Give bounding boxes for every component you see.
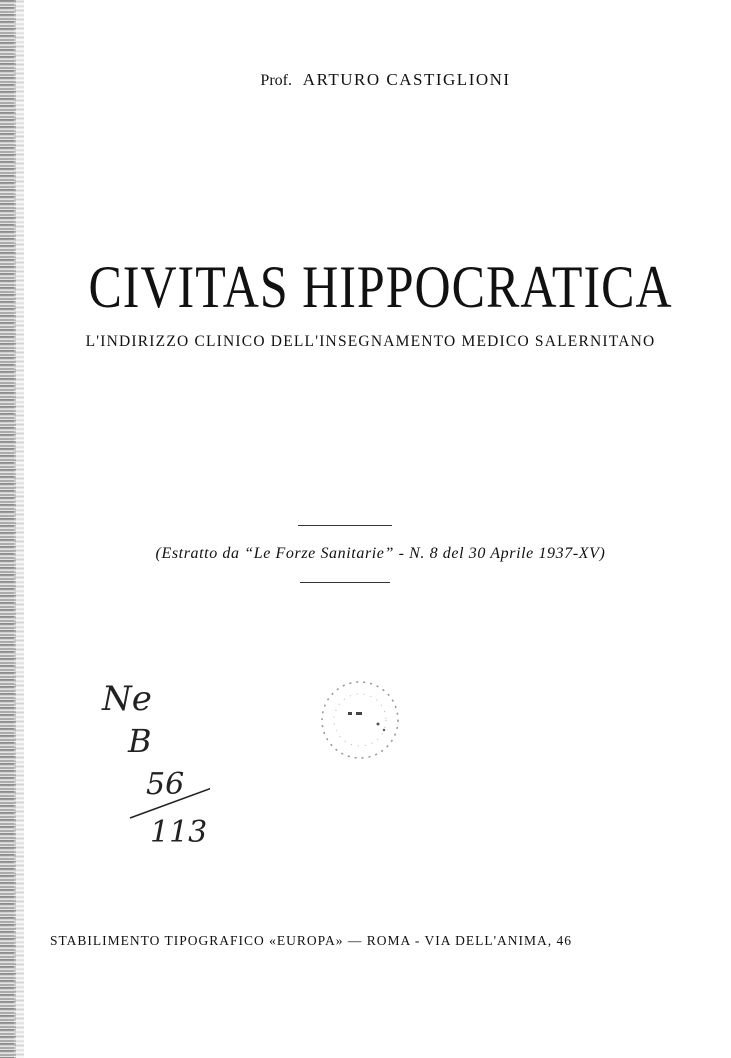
handwritten-line-4: 113 xyxy=(150,815,208,850)
top-rule xyxy=(298,525,392,526)
handwritten-line-2: B xyxy=(128,722,152,760)
document-subtitle: L'INDIRIZZO CLINICO DELL'INSEGNAMENTO MEDICO SALERNITANO xyxy=(85,333,656,350)
author-prefix: Prof. xyxy=(260,72,292,89)
scan-binding-shadow xyxy=(14,0,24,1058)
handwritten-line-1: Ne xyxy=(102,679,152,719)
document-title: CIVITAS HIPPOCRATICA xyxy=(88,253,673,321)
library-stamp-icon xyxy=(312,672,412,772)
printer-imprint: STABILIMENTO TIPOGRAFICO «EUROPA» — ROMA - VIA DELL'ANIMA, 46 xyxy=(50,933,573,948)
bottom-rule xyxy=(300,582,390,583)
author-line xyxy=(0,70,731,90)
handwritten-line-3: 56 xyxy=(146,767,185,802)
handwritten-shelfmark xyxy=(100,660,210,850)
extract-note: (Estratto da “Le Forze Sanitarie” - N. 8 del 30 Aprile 1937-XV) xyxy=(155,545,606,562)
author-name: ARTURO CASTIGLIONI xyxy=(302,70,511,89)
